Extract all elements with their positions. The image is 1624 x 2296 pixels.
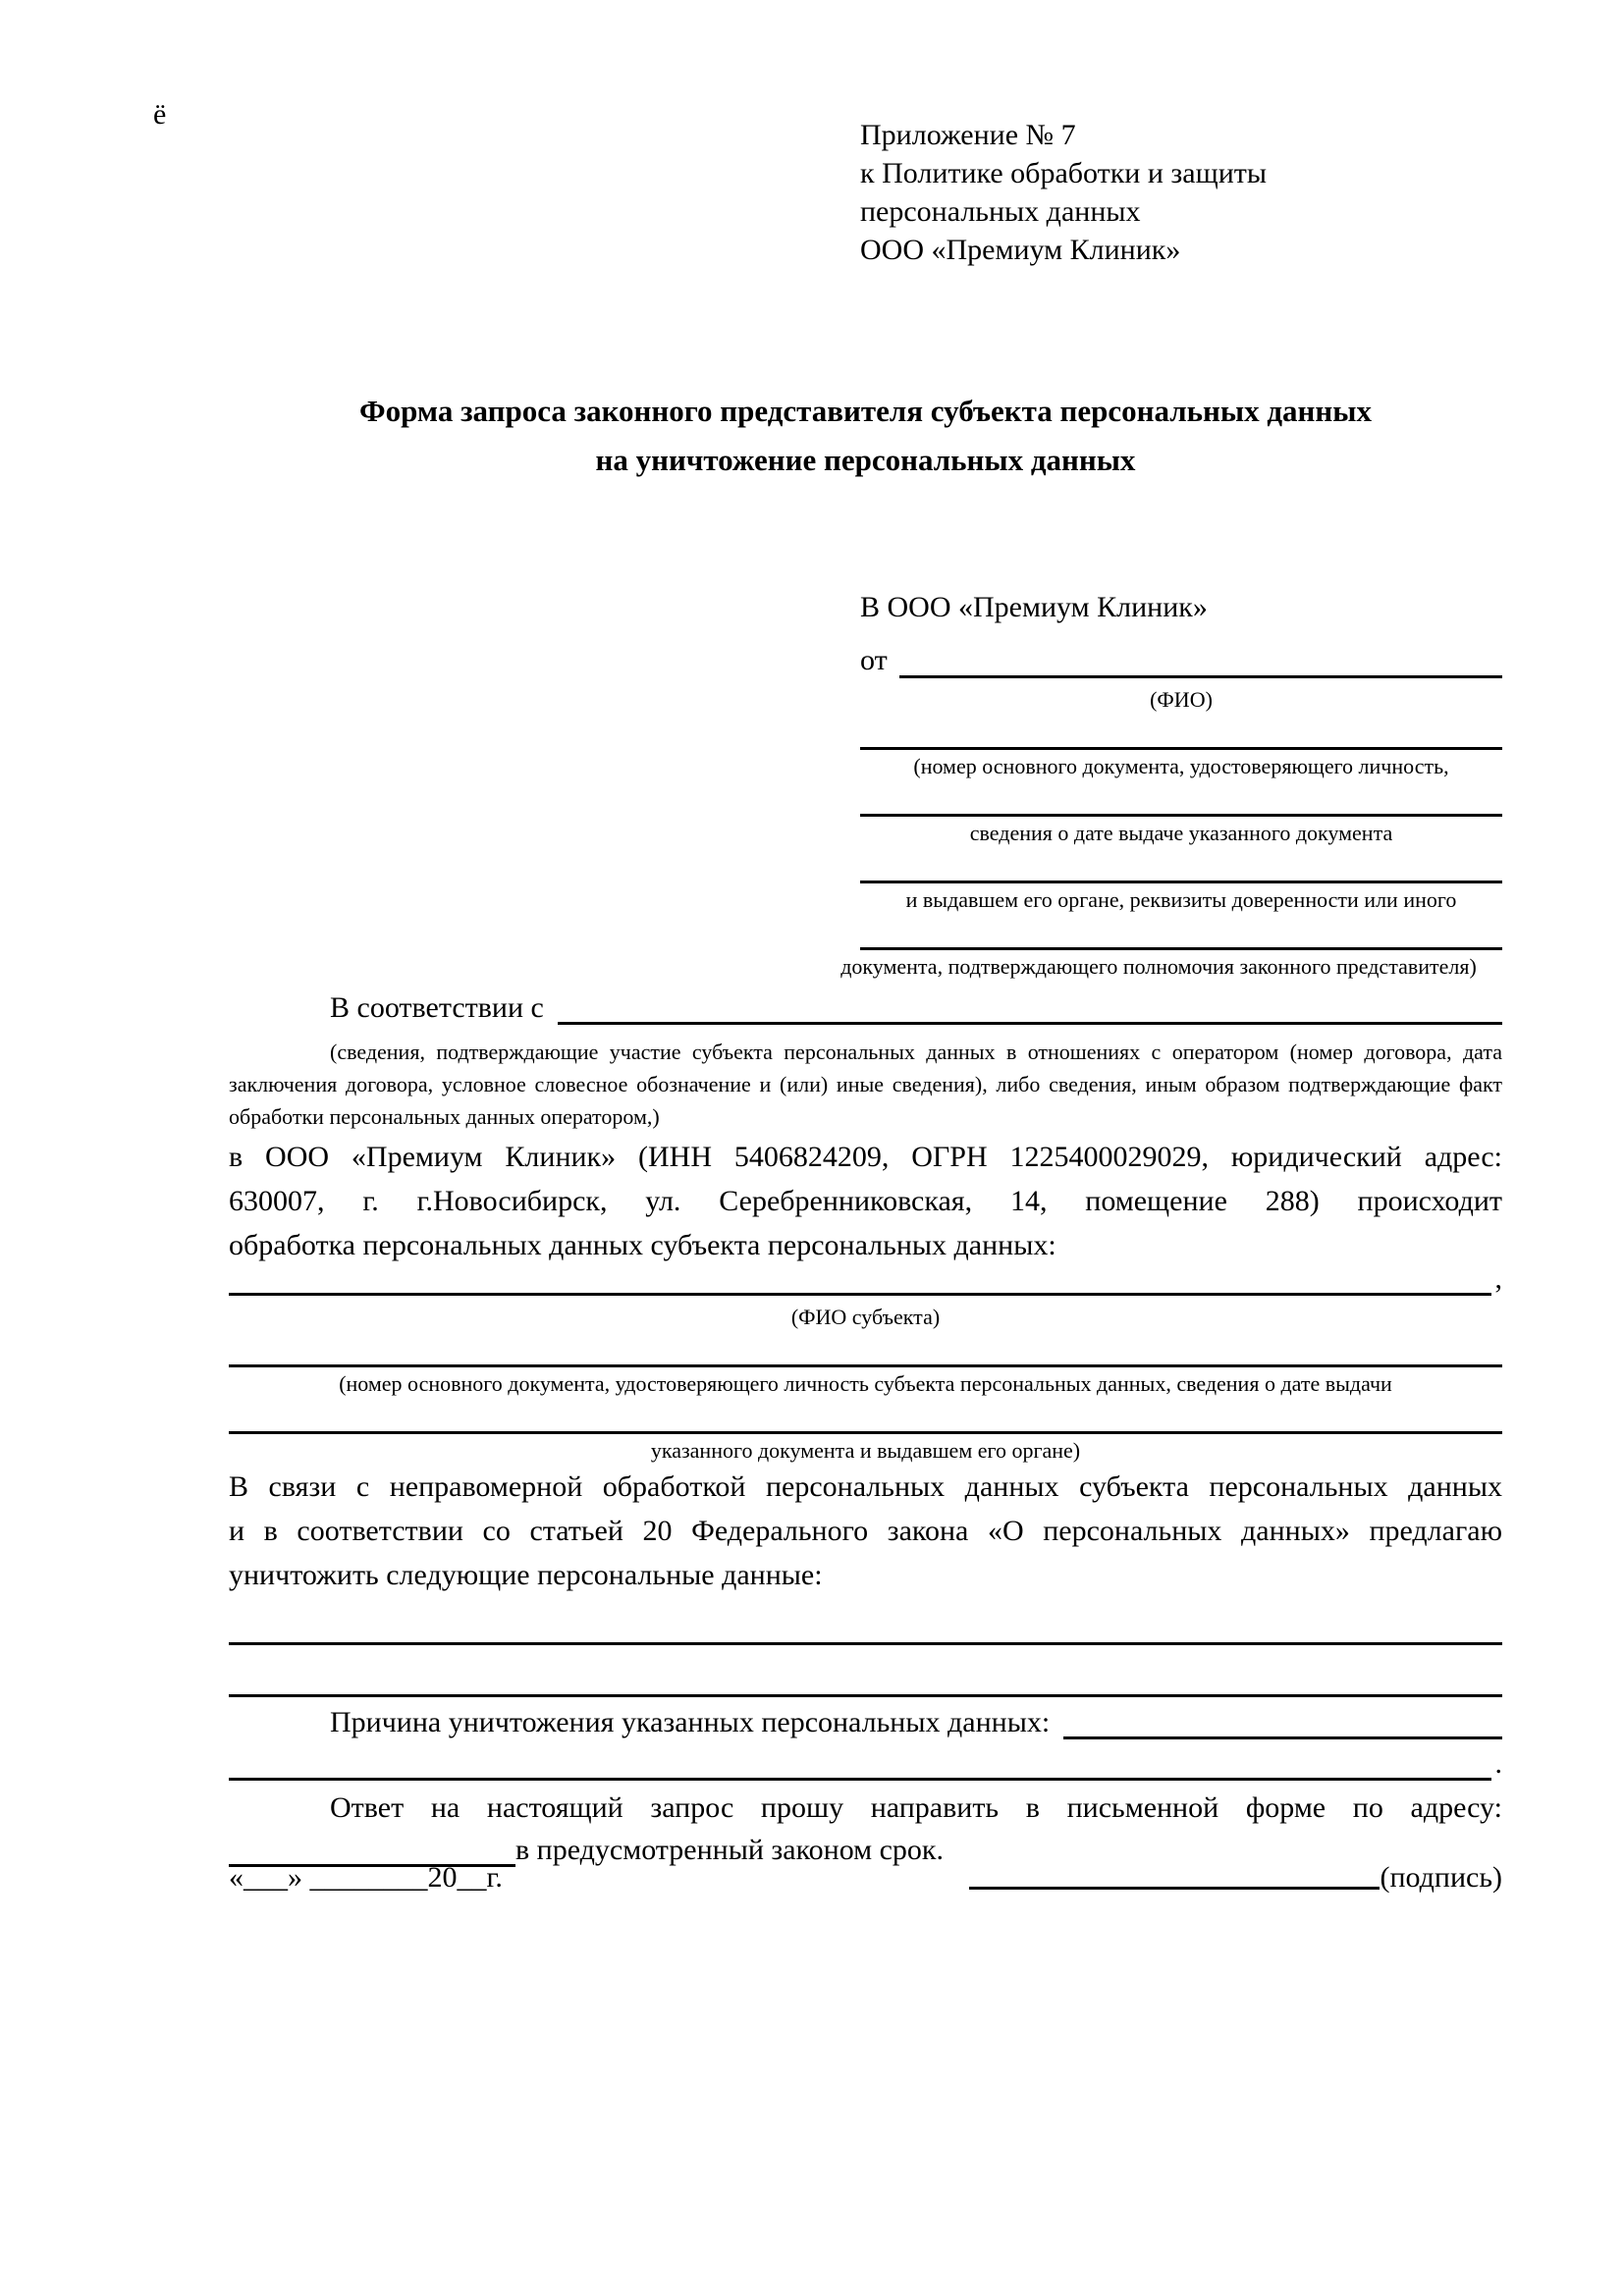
- reason-row: [229, 1699, 1502, 1744]
- subject-fio-blank-field: [229, 1293, 1491, 1296]
- note-line: (сведения, подтверждающие участие субъекта персональных данных в отношениях с оператором (номер договора, дата: [330, 1040, 1502, 1064]
- operator-paragraph: [229, 1135, 1502, 1267]
- reason-continuation-row: [229, 1744, 1502, 1786]
- field-caption: документа, подтверждающего полномочия законного представителя): [840, 954, 1477, 979]
- signature-blank-field: [969, 1887, 1380, 1890]
- subject-fio-row: [229, 1262, 1502, 1301]
- blank-field-line: [860, 912, 1502, 950]
- comma-suffix: ,: [1494, 1262, 1502, 1295]
- appendix-block: [860, 116, 1267, 269]
- operator-line: 630007, г. г.Новосибирск, ул. Серебренниковская, 14, помещение 288) происходит: [229, 1185, 1502, 1217]
- field-caption: и выдавшем его органе, реквизиты доверенности или иного: [905, 887, 1457, 912]
- demand-paragraph: [229, 1465, 1502, 1597]
- accordance-lead: В соответствии с: [330, 991, 544, 1024]
- form-title: [229, 387, 1502, 485]
- accordance-row: [229, 987, 1502, 1030]
- blank-field-line: [860, 778, 1502, 817]
- reply-tail-text: в предусмотренный законом срок.: [515, 1834, 944, 1866]
- demand-line: В связи с неправомерной обработкой персональных данных субъекта персональных данных: [229, 1470, 1502, 1503]
- subject-fio-caption: (ФИО субъекта): [790, 1305, 941, 1329]
- representative-doc-field: [860, 845, 1502, 912]
- date-signature-row: [229, 1861, 1502, 1895]
- data-blank-line: [229, 1645, 1502, 1697]
- blank-field-line: [860, 712, 1502, 750]
- addressee-to: В ООО «Премиум Клиник»: [860, 591, 1208, 623]
- operator-line: в ООО «Премиум Клиник» (ИНН 5406824209, ОГРН 1225400029029, юридический адрес:: [229, 1141, 1502, 1173]
- representative-doc-field: [860, 778, 1502, 845]
- subject-doc-blank-field: [229, 1396, 1502, 1434]
- addressee-block: [840, 585, 1502, 979]
- reason-lead: Причина уничтожения указанных персональных данных:: [330, 1706, 1051, 1738]
- appendix-line: к Политике обработки и защиты: [860, 157, 1268, 189]
- accordance-note: [229, 1036, 1502, 1133]
- from-name-blank-field: [899, 675, 1502, 678]
- field-caption: (номер основного документа, удостоверяющего личность,: [913, 754, 1449, 778]
- appendix-line: Приложение № 7: [860, 119, 1076, 151]
- fio-caption: (ФИО): [1150, 687, 1213, 712]
- signature-group: [969, 1861, 1502, 1895]
- representative-doc-field: [860, 712, 1502, 778]
- period-suffix: .: [1494, 1747, 1502, 1780]
- appendix-line: персональных данных: [860, 195, 1141, 228]
- subject-doc-caption-top: (номер основного документа, удостоверяющего личность субъекта персональных данных, сведения о дате выдачи: [339, 1371, 1392, 1396]
- field-caption: сведения о дате выдаче указанного документа: [969, 821, 1393, 845]
- form-title-line1: Форма запроса законного представителя субъекта персональных данных: [359, 394, 1372, 428]
- signature-caption: (подпись): [1380, 1861, 1502, 1894]
- from-label: от: [860, 644, 888, 676]
- form-title-line2: на уничтожение персональных данных: [595, 443, 1136, 477]
- reason-blank-line: [229, 1778, 1491, 1781]
- subject-doc-caption-bottom: указанного документа и выдавшем его органе): [650, 1438, 1081, 1463]
- note-line: заключения договора, условное словесное обозначение и (или) иные сведения), либо сведения, иным образом подтверждающие факт: [229, 1072, 1502, 1096]
- body-block: [229, 987, 1502, 1872]
- demand-line: уничтожить следующие персональные данные:: [229, 1559, 823, 1591]
- demand-line: и в соответствии со статьей 20 Федерального закона «О персональных данных» предлагаю: [229, 1515, 1502, 1547]
- representative-doc-field: [840, 912, 1502, 979]
- accordance-blank-field: [558, 1022, 1502, 1025]
- reason-blank-field: [1063, 1736, 1502, 1739]
- operator-line: обработка персональных данных субъекта персональных данных:: [229, 1229, 1056, 1261]
- data-blank-line: [229, 1597, 1502, 1645]
- stray-cyrillic-letter: ё: [153, 98, 167, 131]
- blank-field-line: [860, 845, 1502, 883]
- from-row: [860, 640, 1502, 683]
- appendix-line: ООО «Премиум Клиник»: [860, 234, 1181, 266]
- reply-lead: Ответ на настоящий запрос прошу направить в письменной форме по адресу:: [330, 1791, 1502, 1824]
- note-line: обработки персональных данных оператором,): [229, 1104, 660, 1129]
- subject-doc-blank-field: [229, 1329, 1502, 1367]
- date-field: «___» ________20__г.: [229, 1861, 503, 1894]
